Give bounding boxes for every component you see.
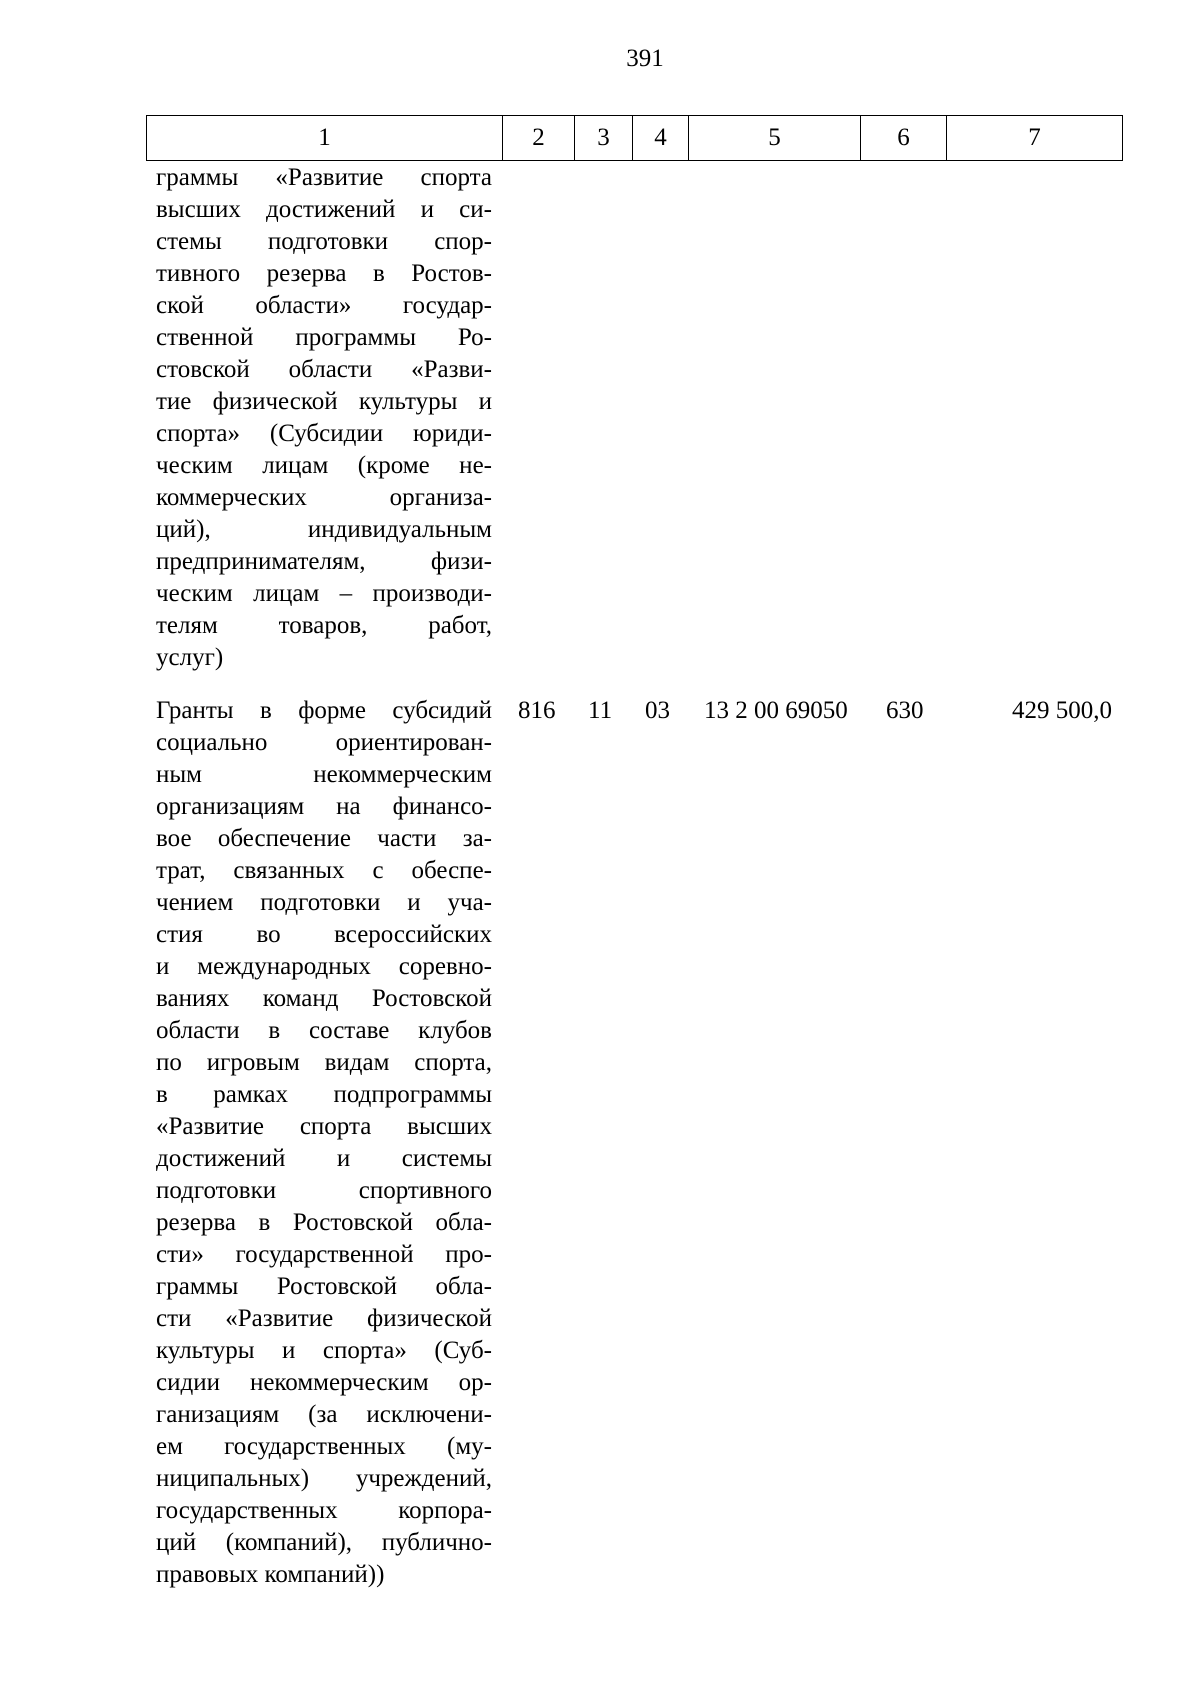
cell-ministry-code: 816 xyxy=(518,697,556,724)
page-number: 391 xyxy=(626,45,664,72)
description-line: стия во всероссийских xyxy=(156,921,492,948)
column-header-2: 2 xyxy=(503,116,575,161)
description-line: ций (компаний), публично- xyxy=(156,1529,492,1556)
description-line: по игровым видам спорта, xyxy=(156,1049,492,1076)
description-line: сидии некоммерческим ор- xyxy=(156,1369,492,1396)
cell-section-code: 11 xyxy=(588,697,613,724)
column-header-3: 3 xyxy=(575,116,633,161)
description-line: ным некоммерческим xyxy=(156,761,492,788)
description-line: достижений и системы xyxy=(156,1145,492,1172)
column-header-6: 6 xyxy=(861,116,947,161)
description-line: граммы «Развитие спорта xyxy=(156,164,492,191)
description-line: ской области» государ- xyxy=(156,292,492,319)
column-header-1: 1 xyxy=(147,116,503,161)
description-line: «Развитие спорта высших xyxy=(156,1113,492,1140)
description-line: трат, связанных с обеспе- xyxy=(156,857,492,884)
description-line: социально ориентирован- xyxy=(156,729,492,756)
description-line: коммерческих организа- xyxy=(156,484,492,511)
description-line: ций), индивидуальным xyxy=(156,516,492,543)
description-line: чением подготовки и уча- xyxy=(156,889,492,916)
description-line: культуры и спорта» (Суб- xyxy=(156,1337,492,1364)
table-header xyxy=(146,115,1123,161)
description-line: граммы Ростовской обла- xyxy=(156,1273,492,1300)
description-line: Гранты в форме субсидий xyxy=(156,697,492,724)
row-description xyxy=(156,695,492,1591)
cell-subsection-code: 03 xyxy=(645,697,670,724)
cell-expense-type: 630 xyxy=(886,697,924,724)
description-line: государственных корпора- xyxy=(156,1497,492,1524)
description-line: ческим лицам – производи- xyxy=(156,580,492,607)
description-line: вое обеспечение части за- xyxy=(156,825,492,852)
description-line: стовской области «Разви- xyxy=(156,356,492,383)
description-line: тивного резерва в Ростов- xyxy=(156,260,492,287)
description-line: сти «Развитие физической xyxy=(156,1305,492,1332)
description-line: ческим лицам (кроме не- xyxy=(156,452,492,479)
description-line: предпринимателям, физи- xyxy=(156,548,492,575)
description-line: спорта» (Субсидии юриди- xyxy=(156,420,492,447)
description-line: телям товаров, работ, xyxy=(156,612,492,639)
description-line: области в составе клубов xyxy=(156,1017,492,1044)
description-line: подготовки спортивного xyxy=(156,1177,492,1204)
description-line: ганизациям (за исключени- xyxy=(156,1401,492,1428)
column-header-4: 4 xyxy=(633,116,689,161)
description-line: ем государственных (му- xyxy=(156,1433,492,1460)
description-line: организациям на финансо- xyxy=(156,793,492,820)
column-header-7: 7 xyxy=(947,116,1123,161)
description-line: стемы подготовки спор- xyxy=(156,228,492,255)
description-line: высших достижений и си- xyxy=(156,196,492,223)
column-header-5: 5 xyxy=(689,116,861,161)
description-line: ваниях команд Ростовской xyxy=(156,985,492,1012)
description-line: сти» государственной про- xyxy=(156,1241,492,1268)
description-line: резерва в Ростовской обла- xyxy=(156,1209,492,1236)
description-line: в рамках подпрограммы xyxy=(156,1081,492,1108)
description-line: услуг) xyxy=(156,644,224,671)
cell-amount: 429 500,0 xyxy=(1012,697,1112,724)
row-description xyxy=(156,162,492,674)
description-line: ниципальных) учреждений, xyxy=(156,1465,492,1492)
description-line: правовых компаний)) xyxy=(156,1561,385,1588)
description-line: ственной программы Ро- xyxy=(156,324,492,351)
description-line: и международных соревно- xyxy=(156,953,492,980)
description-line: тие физической культуры и xyxy=(156,388,492,415)
cell-target-article: 13 2 00 69050 xyxy=(704,697,848,724)
